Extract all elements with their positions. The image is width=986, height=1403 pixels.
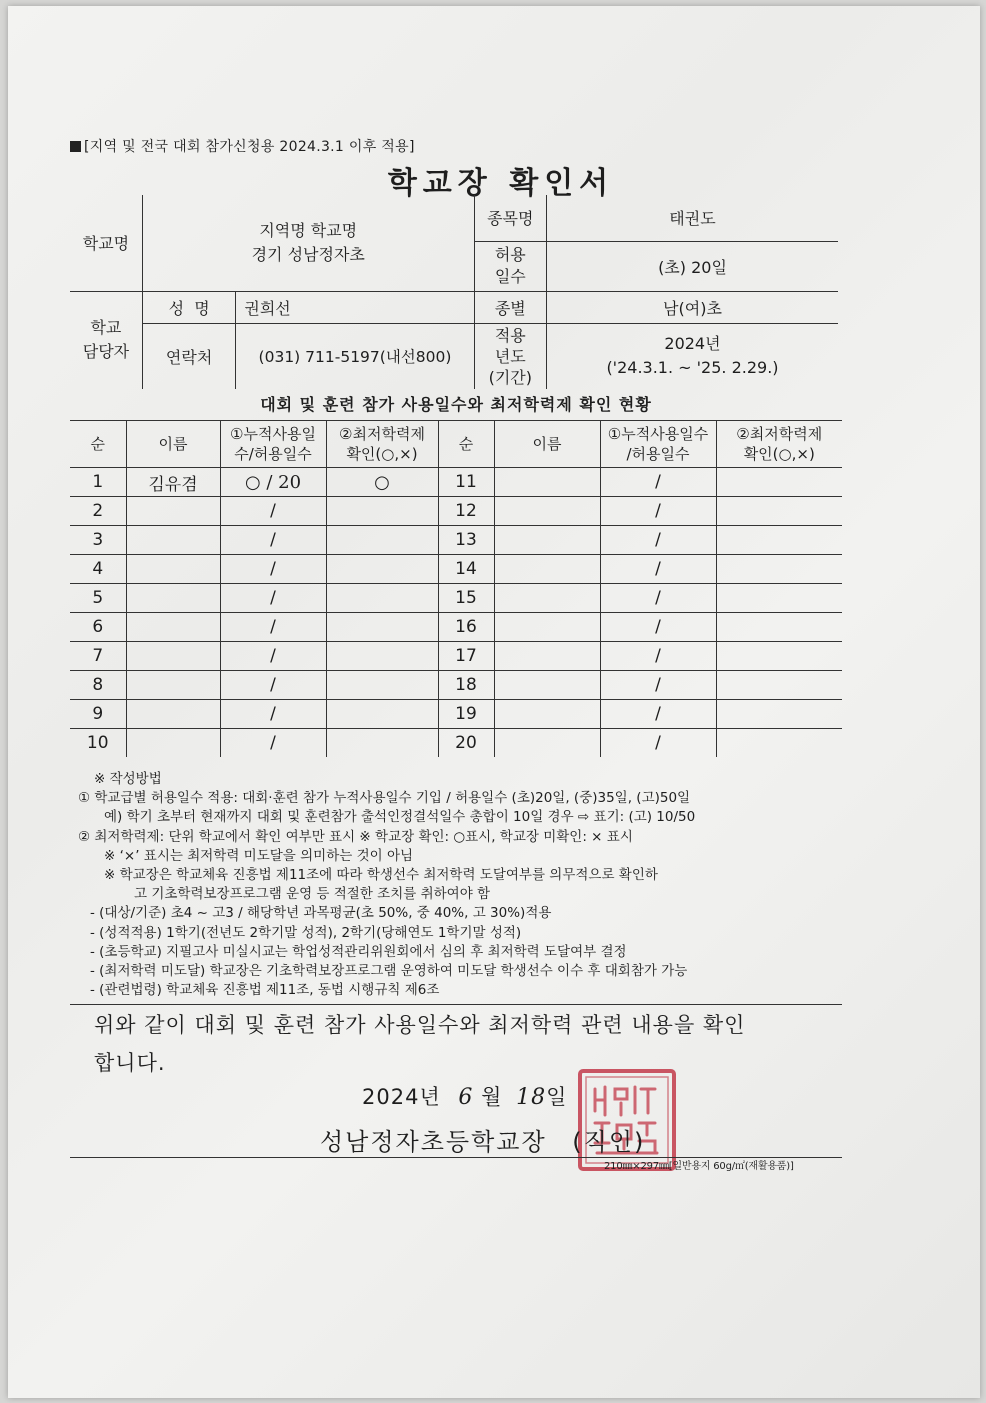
status-table-row [70,671,842,700]
apply-year-label [474,323,546,389]
col-check-header-1: ②최저학력제 [339,425,425,443]
instructions-section [78,770,848,1000]
status-table-row [70,584,842,613]
row-number: 7 [70,642,126,671]
contact-label: 연락처 [142,323,235,389]
instruction-line: - (대상/기준) 초4 ~ 고3 / 해당학년 과목평균(초 50%, 중 40%, 고 30%)적용 [90,905,552,922]
row-days-right: / [600,700,716,729]
row-days-right: / [600,642,716,671]
row-check-right [716,497,842,526]
col-check-header-right-1: ②최저학력제 [736,425,823,443]
row-days-right: / [600,497,716,526]
instructions-heading: ※ 작성방법 [94,771,162,787]
row-check [326,642,438,671]
row-check-right [716,700,842,729]
status-table-row [70,555,842,584]
row-name-right [494,700,600,729]
instruction-line: - (성적적용) 1학기(전년도 2학기말 성적), 2학기(당해연도 1학기말 성적) [90,924,522,941]
row-name-right [494,555,600,584]
col-days-header-2: 수/허용일수 [234,445,312,463]
row-number-right: 14 [438,555,494,584]
manager-name-label: 성 명 [142,291,235,323]
row-check: ○ [326,468,438,497]
col-days-header [220,421,326,468]
row-check [326,613,438,642]
date-day-unit: 일 [546,1085,568,1109]
date-day: 18 [516,1085,547,1110]
paper-spec-text: 210㎜×297㎜[일반용지 60g/㎡(재활용품)] [604,1161,794,1172]
row-number: 5 [70,584,126,613]
row-number: 1 [70,468,126,497]
row-name-right [494,526,600,555]
row-name [126,613,220,642]
col-days-header-1: ①누적사용일 [230,425,316,443]
allowed-days-label-1: 허용 [494,245,526,264]
school-name-cell [142,195,474,291]
status-table-row [70,468,842,497]
document-paper [8,6,980,1398]
row-days: / [220,613,326,642]
manager-label-1: 학교 [90,318,122,338]
row-days-right: / [600,613,716,642]
row-name [126,642,220,671]
row-check-right [716,613,842,642]
col-name-header-right: 이름 [494,421,600,468]
row-days: / [220,526,326,555]
instruction-line: - (최저학력 미도달) 학교장은 기초학력보장프로그램 운영하여 미도달 학생선수 이수 후 대회참가 가능 [90,963,688,980]
status-table [70,420,842,757]
row-check-right [716,555,842,584]
instruction-line: ② 최저학력제: 단위 학교에서 확인 여부만 표시 ※ 학교장 확인: ○표시, 학교장 미확인: × 표시 [78,828,633,845]
row-check-right [716,671,842,700]
document-title: 학교장 확인서 [387,166,615,201]
row-check-right [716,584,842,613]
row-days: / [220,584,326,613]
instruction-line: - (관련법령) 학교체육 진흥법 제11조, 동법 시행규칙 제6조 [90,982,440,999]
school-info-table [70,195,838,389]
row-days: / [220,555,326,584]
principal-title: 성남정자초등학교장 [320,1128,547,1156]
row-days: / [220,729,326,758]
instruction-line: ※ 학교장은 학교체육 진흥법 제11조에 따라 학생선수 최저학력 도달여부를 의무적으로 확인하 [104,867,658,884]
status-table-row [70,613,842,642]
row-number: 8 [70,671,126,700]
row-days-right: / [600,526,716,555]
row-number: 3 [70,526,126,555]
form-usage-tag [70,136,415,156]
col-no-header-right: 순 [438,421,494,468]
apply-period: ('24.3.1. ~ '25. 2.29.) [606,358,779,378]
row-days: / [220,642,326,671]
school-name-header: 지역명 학교명 [259,220,358,240]
row-name-right [494,729,600,758]
row-number-right: 16 [438,613,494,642]
row-name [126,555,220,584]
gender-value: 남(여)초 [546,291,838,323]
row-check-right [716,468,842,497]
row-check-right [716,526,842,555]
allowed-days-label [474,241,546,291]
row-check [326,729,438,758]
manager-name-value: 권희선 [236,291,474,323]
row-name [126,497,220,526]
row-days: / [220,700,326,729]
instruction-line: ① 학교급별 허용일수 적용: 대회·훈련 참가 누적사용일수 기입 / 허용일수 (초)20일, (중)35일, (고)50일 [78,790,691,807]
row-check [326,555,438,584]
row-number: 4 [70,555,126,584]
school-label: 학교명 [70,195,142,291]
status-table-row [70,642,842,671]
event-value: 태권도 [546,195,838,241]
date-month: 6 [458,1085,474,1110]
col-name-header: 이름 [126,421,220,468]
status-table-row [70,526,842,555]
row-check-right [716,642,842,671]
manager-label-2: 담당자 [82,342,130,362]
apply-year-label-3: (기간) [488,367,532,387]
school-name-value: 경기 성남정자초 [251,244,365,264]
row-name-right [494,468,600,497]
signature-date [362,1081,567,1111]
row-number: 10 [70,729,126,758]
row-number: 6 [70,613,126,642]
status-table-row [70,729,842,758]
row-number-right: 19 [438,700,494,729]
contact-value: (031) 711-5197(내선800) [236,323,474,389]
row-name [126,584,220,613]
square-bullet-icon [70,141,81,152]
row-number: 9 [70,700,126,729]
col-days-header-right-1: ①누적사용일수 [607,425,709,443]
apply-year: 2024년 [664,334,721,354]
col-days-header-right-2: /허용일수 [626,445,690,463]
row-check [326,584,438,613]
row-name [126,671,220,700]
principal-signature [320,1122,645,1157]
date-year: 2024년 [362,1085,441,1109]
row-name-right [494,642,600,671]
row-days-right: / [600,584,716,613]
row-check [326,526,438,555]
row-days-right: / [600,468,716,497]
manager-label [70,291,142,389]
row-number-right: 20 [438,729,494,758]
row-check-right [716,729,842,758]
allowed-days-value: (초) 20일 [546,241,838,291]
event-label: 종목명 [474,195,546,241]
date-month-unit: 월 [481,1085,503,1109]
apply-year-value [546,323,838,389]
confirmation-statement [94,1006,834,1082]
instruction-line: ※ ‘×’ 표시는 최저학력 미도달을 의미하는 것이 아님 [104,847,414,864]
instruction-line: 예) 학기 초부터 현재까지 대회 및 훈련참가 출석인정결석일수 총합이 10일 경우 ⇨ 표기: (고) 10/50 [104,809,696,826]
row-number: 2 [70,497,126,526]
row-number-right: 13 [438,526,494,555]
row-days-right: / [600,729,716,758]
row-days: / [220,497,326,526]
status-table-row [70,497,842,526]
row-name [126,729,220,758]
row-days: / [220,671,326,700]
row-name-right [494,671,600,700]
confirmation-line-1: 위와 같이 대회 및 훈련 참가 사용일수와 최저학력 관련 내용을 확인 [94,1013,746,1037]
row-number-right: 15 [438,584,494,613]
row-days-right: / [600,555,716,584]
col-check-header-right [716,421,842,468]
instruction-line: - (초등학교) 지필고사 미실시교는 학업성적관리위원회에서 심의 후 최저학력 도달여부 결정 [90,943,627,960]
col-check-header [326,421,438,468]
seal-label: (직인) [572,1128,646,1156]
apply-year-label-2: 년도 [494,346,526,366]
gender-label: 종별 [474,291,546,323]
row-name-right [494,613,600,642]
row-name-right [494,584,600,613]
row-check [326,700,438,729]
row-number-right: 12 [438,497,494,526]
row-name: 김유겸 [126,468,220,497]
status-table-row [70,700,842,729]
col-check-header-2: 확인(○,×) [346,445,418,463]
row-number-right: 17 [438,642,494,671]
row-number-right: 11 [438,468,494,497]
confirmation-line-2: 합니다. [94,1051,166,1075]
row-number-right: 18 [438,671,494,700]
apply-year-label-1: 적용 [494,325,526,345]
row-days-right: / [600,671,716,700]
col-days-header-right [600,421,716,468]
allowed-days-label-2: 일수 [494,267,526,286]
row-check [326,671,438,700]
row-name [126,526,220,555]
divider [70,1004,842,1005]
row-name [126,700,220,729]
row-name-right [494,497,600,526]
status-table-header [70,421,842,468]
row-check [326,497,438,526]
status-section-title: 대회 및 훈련 참가 사용일수와 최저학력제 확인 현황 [260,395,652,414]
form-usage-text: [지역 및 전국 대회 참가신청용 2024.3.1 이후 적용] [84,139,415,155]
col-no-header: 순 [70,421,126,468]
col-check-header-right-2: 확인(○,×) [743,445,815,463]
row-days: ○ / 20 [220,468,326,497]
instruction-line: 고 기초학력보장프로그램 운영 등 적절한 조치를 취하여야 함 [134,886,491,903]
